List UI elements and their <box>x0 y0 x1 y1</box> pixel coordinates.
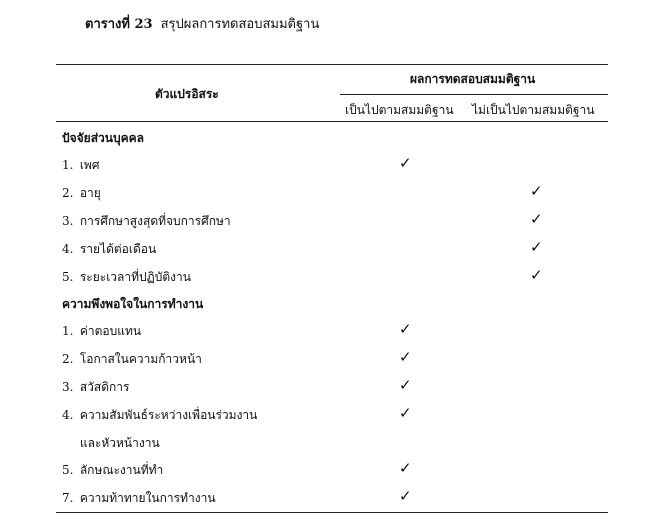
row-number: 5. <box>62 270 74 284</box>
header-bottom-rule <box>56 121 608 122</box>
row-label-text: อายุ <box>79 186 101 200</box>
table-row <box>56 208 608 234</box>
check-icon: ✓ <box>399 459 412 477</box>
row-number: 1. <box>62 324 74 338</box>
row-label <box>62 489 216 508</box>
table-row <box>56 457 608 483</box>
row-label-text: รายได้ต่อเดือน <box>79 242 157 256</box>
row-label <box>62 184 101 203</box>
row-label-text: และหัวหน้างาน <box>79 436 160 450</box>
row-label-text: ความพึงพอใจในการทำงาน <box>62 297 204 311</box>
row-label-text: สวัสดิการ <box>79 380 130 394</box>
row-label-text: โอกาสในความก้าวหน้า <box>79 352 202 366</box>
check-icon: ✓ <box>399 487 412 505</box>
check-icon: ✓ <box>399 348 412 366</box>
table-row <box>56 236 608 262</box>
table-row <box>56 374 608 400</box>
header-sub-rule <box>340 94 608 95</box>
row-number: 2. <box>62 352 74 366</box>
row-label-text: ระยะเวลาที่ปฏิบัติงาน <box>79 270 191 284</box>
row-number: 3. <box>62 380 74 394</box>
row-number: 7. <box>62 491 74 505</box>
row-label <box>62 129 144 148</box>
row-label <box>62 322 141 341</box>
row-label <box>62 240 156 259</box>
row-label <box>62 156 99 175</box>
table-top-rule <box>56 64 608 65</box>
check-icon: ✓ <box>399 376 412 394</box>
check-icon: ✓ <box>530 266 543 284</box>
row-label <box>62 212 231 231</box>
row-label-text: ความท้าทายในการทำงาน <box>79 491 216 505</box>
header-variable: ตัวแปรอิสระ <box>155 87 219 101</box>
row-label <box>62 461 163 480</box>
table-row <box>56 346 608 372</box>
header-accepted: เป็นไปตามสมมติฐาน <box>345 103 454 117</box>
header-rejected: ไม่เป็นไปตามสมมติฐาน <box>472 103 595 117</box>
header-result-group: ผลการทดสอบสมมติฐาน <box>410 72 536 86</box>
row-label <box>62 406 257 425</box>
row-label-text: การศึกษาสูงสุดที่จบการศึกษา <box>79 214 231 228</box>
row-number: 4. <box>62 408 74 422</box>
row-label-text: เพศ <box>79 158 100 172</box>
table-row <box>56 318 608 344</box>
row-number: 5. <box>62 463 74 477</box>
check-icon: ✓ <box>399 320 412 338</box>
check-icon: ✓ <box>530 182 543 200</box>
check-icon: ✓ <box>530 238 543 256</box>
row-number: 3. <box>62 214 74 228</box>
table-title: สรุปผลการทดสอบสมมติฐาน <box>160 17 320 32</box>
table-row <box>56 430 608 456</box>
table-row <box>56 402 608 428</box>
row-number: 1. <box>62 158 74 172</box>
check-icon: ✓ <box>530 210 543 228</box>
row-label-text: ความสัมพันธ์ระหว่างเพื่อนร่วมงาน <box>79 408 258 422</box>
check-icon: ✓ <box>399 404 412 422</box>
row-label <box>62 378 129 397</box>
table-row <box>56 264 608 290</box>
group-header-row <box>56 125 608 151</box>
table-row <box>56 180 608 206</box>
row-number: 4. <box>62 242 74 256</box>
row-label <box>62 295 203 314</box>
row-label-text: ลักษณะงานที่ทำ <box>79 463 164 477</box>
check-icon: ✓ <box>399 154 412 172</box>
group-header-row <box>56 291 608 317</box>
row-label-text: ปัจจัยส่วนบุคคล <box>62 131 145 145</box>
table-row <box>56 485 608 511</box>
row-label <box>62 350 202 369</box>
table-caption <box>85 13 319 34</box>
row-label <box>62 434 160 453</box>
table-row <box>56 152 608 178</box>
table-number: ตารางที่ 23 <box>85 17 153 32</box>
row-number: 2. <box>62 186 74 200</box>
table-bottom-rule <box>56 512 608 513</box>
row-label-text: ค่าตอบแทน <box>79 324 142 338</box>
row-label <box>62 268 191 287</box>
